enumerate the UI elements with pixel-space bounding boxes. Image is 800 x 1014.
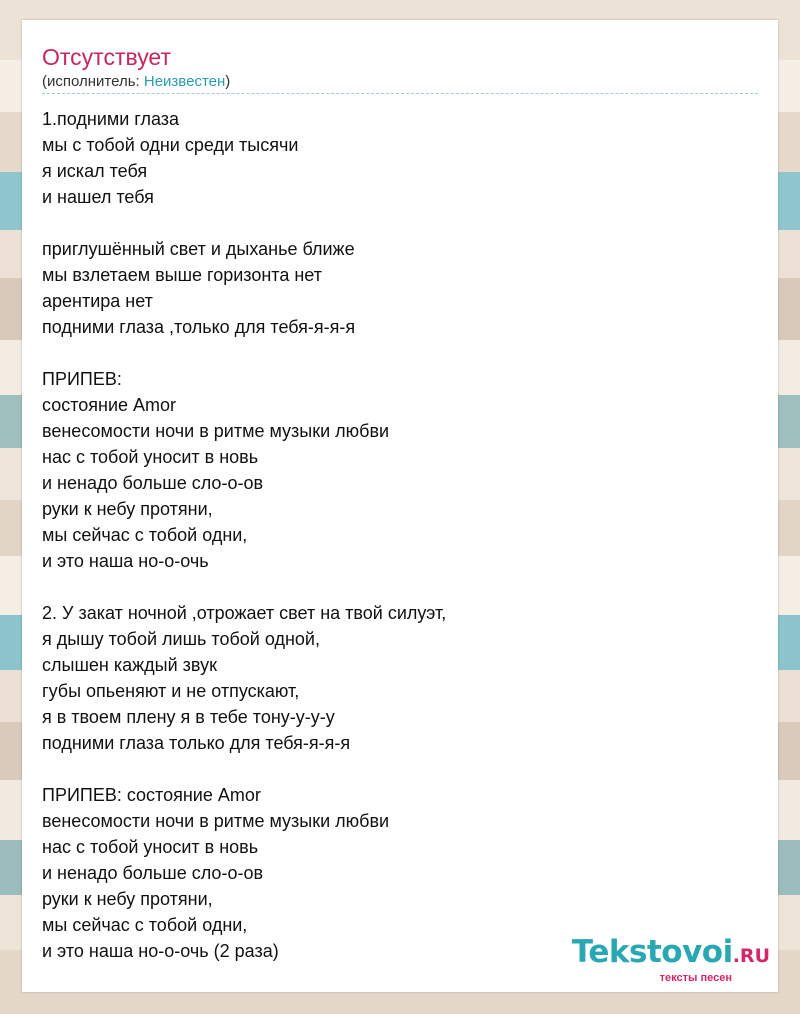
lyric-line xyxy=(42,574,758,600)
lyric-line: венесомости ночи в ритме музыки любви xyxy=(42,421,390,441)
lyric-line: слышен каждый звук xyxy=(42,655,217,675)
lyric-line xyxy=(42,340,758,366)
lyrics-card xyxy=(22,20,778,992)
song-title: Отсутствует xyxy=(42,44,171,70)
lyric-line: 2. У закат ночной ,отрожает свет на твой силуэт, xyxy=(42,603,447,623)
lyric-line: подними глаза ,только для тебя-я-я-я xyxy=(42,317,356,337)
artist-suffix: ) xyxy=(225,73,231,90)
lyric-line: руки к небу протяни, xyxy=(42,499,213,519)
logo-tagline: тексты песен xyxy=(659,972,732,984)
lyric-line: приглушённый свет и дыханье ближе xyxy=(42,239,355,259)
lyric-line: ПРИПЕВ: xyxy=(42,369,122,389)
lyric-line: подними глаза только для тебя-я-я-я xyxy=(42,733,351,753)
lyric-line: мы с тобой одни среди тысячи xyxy=(42,135,299,155)
logo-domain: .RU xyxy=(732,945,770,967)
lyric-line: мы взлетаем выше горизонта нет xyxy=(42,265,322,285)
lyric-line: и нашел тебя xyxy=(42,187,154,207)
lyric-line: я дышу тобой лишь тобой одной, xyxy=(42,629,320,649)
lyric-line: мы сейчас с тобой одни, xyxy=(42,525,248,545)
lyric-line: состояние Amor xyxy=(42,395,177,415)
artist-link[interactable]: Неизвестен xyxy=(143,73,226,90)
artist-line xyxy=(42,73,230,91)
lyric-line: я в твоем плену я в тебе тону-у-у-у xyxy=(42,707,335,727)
lyric-line: нас с тобой уносит в новь xyxy=(42,837,259,857)
logo-wordmark xyxy=(572,936,770,972)
lyric-line: и ненадо больше сло-о-ов xyxy=(42,863,264,883)
logo-name: Tekstovoi xyxy=(571,934,733,970)
lyric-line: мы сейчас с тобой одни, xyxy=(42,915,248,935)
lyric-line: венесомости ночи в ритме музыки любви xyxy=(42,811,390,831)
lyric-line: и это наша но-о-очь xyxy=(42,551,209,571)
title-divider xyxy=(42,93,758,94)
lyric-line: ПРИПЕВ: состояние Amor xyxy=(42,785,261,805)
lyric-line xyxy=(42,210,758,236)
artist-prefix: (исполнитель: xyxy=(42,73,144,90)
lyric-line: руки к небу протяни, xyxy=(42,889,213,909)
lyric-line: и это наша но-о-очь (2 раза) xyxy=(42,941,279,961)
lyric-line: и ненадо больше сло-о-ов xyxy=(42,473,264,493)
lyric-line xyxy=(42,756,758,782)
lyric-line: я искал тебя xyxy=(42,161,148,181)
lyric-line: арентира нет xyxy=(42,291,153,311)
lyric-line: нас с тобой уносит в новь xyxy=(42,447,259,467)
site-logo[interactable] xyxy=(572,936,770,984)
lyrics-text xyxy=(42,106,758,964)
lyric-line: 1.подними глаза xyxy=(42,109,180,129)
lyric-line: губы опьеняют и не отпускают, xyxy=(42,681,300,701)
